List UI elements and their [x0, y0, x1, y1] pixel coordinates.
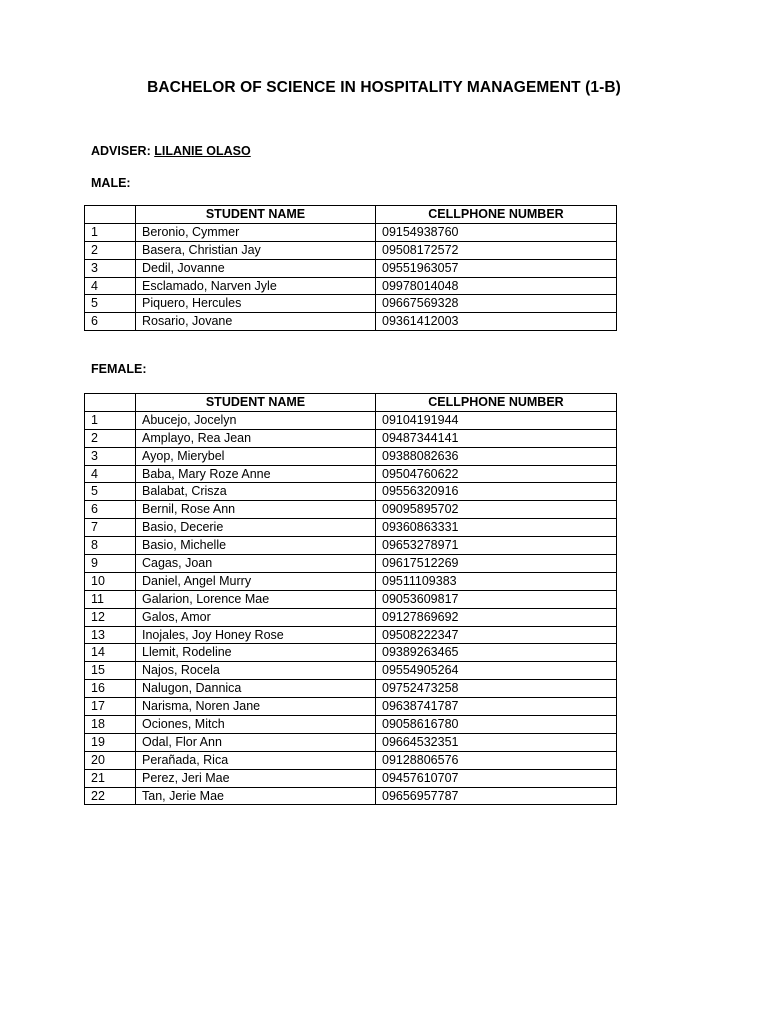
- table-row: [85, 223, 617, 241]
- cellphone-number: 09104191944: [376, 411, 617, 429]
- table-row: [85, 501, 617, 519]
- cellphone-number: 09389263465: [376, 644, 617, 662]
- student-name: Piquero, Hercules: [136, 295, 376, 313]
- row-number: 18: [85, 716, 136, 734]
- table-header-row: [85, 206, 617, 224]
- row-number: 8: [85, 537, 136, 555]
- table-row: [85, 733, 617, 751]
- table-row: [85, 429, 617, 447]
- cellphone-number: 09053609817: [376, 590, 617, 608]
- table-row: [85, 241, 617, 259]
- row-number: 20: [85, 751, 136, 769]
- header-student-name: STUDENT NAME: [136, 206, 376, 224]
- female-section-label: FEMALE:: [91, 362, 147, 376]
- header-student-name: STUDENT NAME: [136, 394, 376, 412]
- header-cellphone-number: CELLPHONE NUMBER: [376, 394, 617, 412]
- table-row: [85, 590, 617, 608]
- row-number: 3: [85, 259, 136, 277]
- cellphone-number: 09664532351: [376, 733, 617, 751]
- table-row: [85, 698, 617, 716]
- student-name: Nalugon, Dannica: [136, 680, 376, 698]
- row-number: 15: [85, 662, 136, 680]
- header-number: [85, 206, 136, 224]
- student-name: Perez, Jeri Mae: [136, 769, 376, 787]
- table-row: [85, 644, 617, 662]
- row-number: 13: [85, 626, 136, 644]
- student-name: Basio, Decerie: [136, 519, 376, 537]
- student-name: Tan, Jerie Mae: [136, 787, 376, 805]
- table-row: [85, 537, 617, 555]
- male-student-table: [84, 205, 617, 331]
- student-name: Baba, Mary Roze Anne: [136, 465, 376, 483]
- page-title: BACHELOR OF SCIENCE IN HOSPITALITY MANAGEMENT (1-B): [147, 79, 621, 96]
- cellphone-number: 09617512269: [376, 555, 617, 573]
- student-name: Cagas, Joan: [136, 555, 376, 573]
- table-row: [85, 447, 617, 465]
- row-number: 1: [85, 223, 136, 241]
- cellphone-number: 09667569328: [376, 295, 617, 313]
- row-number: 5: [85, 295, 136, 313]
- table-row: [85, 751, 617, 769]
- row-number: 7: [85, 519, 136, 537]
- cellphone-number: 09638741787: [376, 698, 617, 716]
- row-number: 10: [85, 572, 136, 590]
- row-number: 12: [85, 608, 136, 626]
- cellphone-number: 09656957787: [376, 787, 617, 805]
- table-row: [85, 680, 617, 698]
- row-number: 19: [85, 733, 136, 751]
- table-row: [85, 411, 617, 429]
- cellphone-number: 09487344141: [376, 429, 617, 447]
- cellphone-number: 09095895702: [376, 501, 617, 519]
- cellphone-number: 09511109383: [376, 572, 617, 590]
- cellphone-number: 09556320916: [376, 483, 617, 501]
- table-row: [85, 259, 617, 277]
- row-number: 4: [85, 277, 136, 295]
- table-row: [85, 572, 617, 590]
- student-name: Najos, Rocela: [136, 662, 376, 680]
- table-row: [85, 465, 617, 483]
- row-number: 4: [85, 465, 136, 483]
- cellphone-number: 09360863331: [376, 519, 617, 537]
- cellphone-number: 09752473258: [376, 680, 617, 698]
- row-number: 2: [85, 429, 136, 447]
- student-name: Dedil, Jovanne: [136, 259, 376, 277]
- student-name: Perañada, Rica: [136, 751, 376, 769]
- student-name: Basio, Michelle: [136, 537, 376, 555]
- adviser-line: [91, 144, 251, 158]
- cellphone-number: 09504760622: [376, 465, 617, 483]
- cellphone-number: 09508222347: [376, 626, 617, 644]
- table-row: [85, 769, 617, 787]
- student-name: Bernil, Rose Ann: [136, 501, 376, 519]
- adviser-label: ADVISER:: [91, 144, 151, 158]
- female-student-table: [84, 393, 617, 805]
- cellphone-number: 09508172572: [376, 241, 617, 259]
- row-number: 16: [85, 680, 136, 698]
- student-name: Galos, Amor: [136, 608, 376, 626]
- table-row: [85, 608, 617, 626]
- student-name: Inojales, Joy Honey Rose: [136, 626, 376, 644]
- student-name: Ayop, Mierybel: [136, 447, 376, 465]
- cellphone-number: 09551963057: [376, 259, 617, 277]
- row-number: 6: [85, 313, 136, 331]
- cellphone-number: 09554905264: [376, 662, 617, 680]
- cellphone-number: 09361412003: [376, 313, 617, 331]
- male-section-label: MALE:: [91, 176, 131, 190]
- student-name: Narisma, Noren Jane: [136, 698, 376, 716]
- header-number: [85, 394, 136, 412]
- table-row: [85, 519, 617, 537]
- row-number: 9: [85, 555, 136, 573]
- cellphone-number: 09457610707: [376, 769, 617, 787]
- table-header-row: [85, 394, 617, 412]
- student-name: Rosario, Jovane: [136, 313, 376, 331]
- cellphone-number: 09058616780: [376, 716, 617, 734]
- row-number: 3: [85, 447, 136, 465]
- student-name: Ociones, Mitch: [136, 716, 376, 734]
- table-row: [85, 787, 617, 805]
- table-row: [85, 555, 617, 573]
- cellphone-number: 09388082636: [376, 447, 617, 465]
- cellphone-number: 09653278971: [376, 537, 617, 555]
- student-name: Odal, Flor Ann: [136, 733, 376, 751]
- row-number: 14: [85, 644, 136, 662]
- cellphone-number: 09154938760: [376, 223, 617, 241]
- row-number: 11: [85, 590, 136, 608]
- table-row: [85, 716, 617, 734]
- row-number: 21: [85, 769, 136, 787]
- student-name: Esclamado, Narven Jyle: [136, 277, 376, 295]
- student-name: Galarion, Lorence Mae: [136, 590, 376, 608]
- student-name: Beronio, Cymmer: [136, 223, 376, 241]
- adviser-name: LILANIE OLASO: [154, 144, 251, 158]
- table-row: [85, 295, 617, 313]
- table-row: [85, 313, 617, 331]
- row-number: 1: [85, 411, 136, 429]
- student-name: Balabat, Crisza: [136, 483, 376, 501]
- student-name: Amplayo, Rea Jean: [136, 429, 376, 447]
- header-cellphone-number: CELLPHONE NUMBER: [376, 206, 617, 224]
- row-number: 17: [85, 698, 136, 716]
- student-name: Llemit, Rodeline: [136, 644, 376, 662]
- cellphone-number: 09128806576: [376, 751, 617, 769]
- row-number: 6: [85, 501, 136, 519]
- table-row: [85, 483, 617, 501]
- student-name: Daniel, Angel Murry: [136, 572, 376, 590]
- table-row: [85, 626, 617, 644]
- cellphone-number: 09127869692: [376, 608, 617, 626]
- row-number: 2: [85, 241, 136, 259]
- student-name: Abucejo, Jocelyn: [136, 411, 376, 429]
- table-row: [85, 662, 617, 680]
- student-name: Basera, Christian Jay: [136, 241, 376, 259]
- row-number: 22: [85, 787, 136, 805]
- row-number: 5: [85, 483, 136, 501]
- cellphone-number: 09978014048: [376, 277, 617, 295]
- table-row: [85, 277, 617, 295]
